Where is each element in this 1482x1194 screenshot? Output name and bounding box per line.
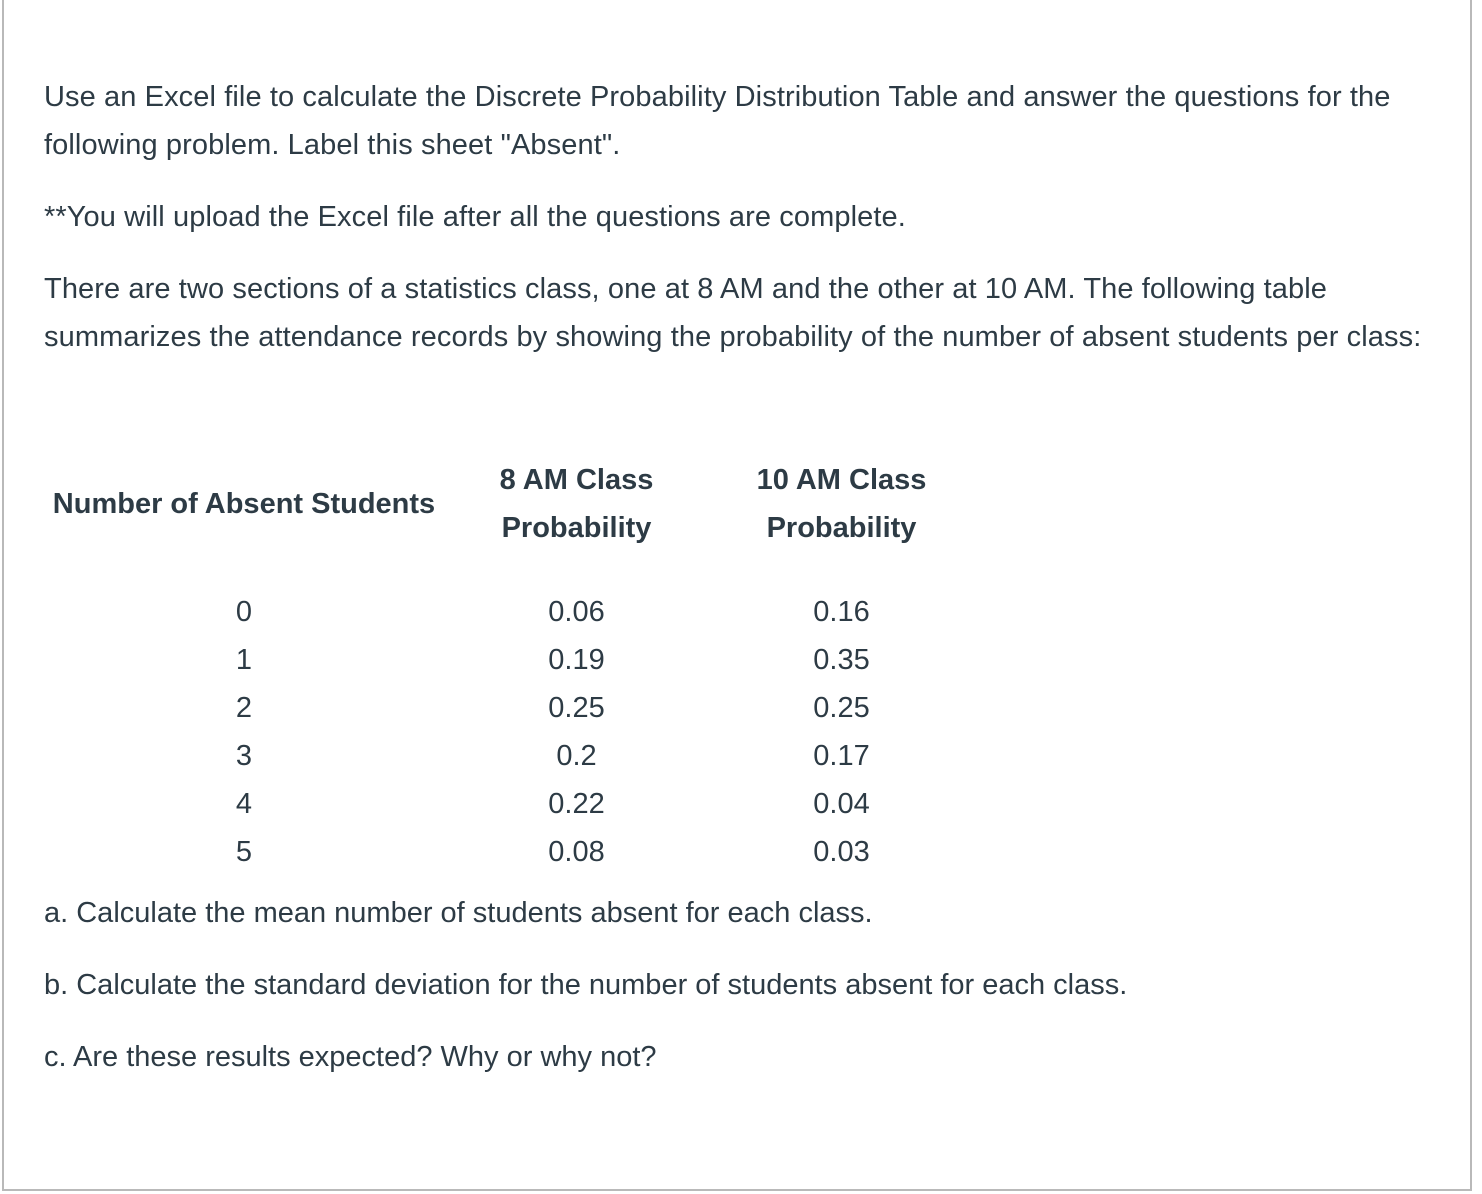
prob-10am-cell: 0.04 [813,788,870,820]
header-10am-line2: Probability [766,512,917,544]
absent-count-cell: 3 [235,740,253,772]
instructions-paragraph: Use an Excel file to calculate the Discrete Probability Distribution Table and answer the questions for the following problem. Label this sheet "Absent". [44,81,1391,161]
table-header-row [44,456,974,552]
header-8am-line2: Probability [501,512,652,544]
header-8am-probability [444,456,709,552]
table-row [44,732,974,780]
upload-note: **You will upload the Excel file after all the questions are complete. [44,201,906,233]
header-10am-line1: 10 AM Class [756,464,927,496]
question-c: c. Are these results expected? Why or why not? [44,1041,657,1073]
probability-table-container [44,456,974,876]
probability-table [44,456,974,876]
prob-10am-cell: 0.25 [813,692,870,724]
table-row [44,636,974,684]
question-b: b. Calculate the standard deviation for the number of students absent for each class. [44,969,1128,1001]
absent-count-cell: 1 [235,644,253,676]
prob-8am-cell: 0.06 [548,596,605,628]
absent-count-cell: 2 [235,692,253,724]
absent-count-cell: 0 [235,596,253,628]
prob-8am-cell: 0.25 [548,692,605,724]
header-8am-line1: 8 AM Class [499,464,654,496]
question-a: a. Calculate the mean number of students absent for each class. [44,897,873,929]
prob-10am-cell: 0.16 [813,596,870,628]
table-row [44,828,974,876]
problem-description: There are two sections of a statistics class, one at 8 AM and the other at 10 AM. The following table summarizes the attendance records by showing the probability of the number of absent students per class: [44,273,1422,353]
absent-count-cell: 5 [235,836,253,868]
absent-count-cell: 4 [235,788,253,820]
problem-text [44,73,1424,385]
prob-8am-cell: 0.08 [548,836,605,868]
table-row [44,780,974,828]
header-absent-students: Number of Absent Students [52,488,436,520]
prob-10am-cell: 0.17 [813,740,870,772]
prob-10am-cell: 0.03 [813,836,870,868]
table-row [44,684,974,732]
prob-10am-cell: 0.35 [813,644,870,676]
table-row [44,588,974,636]
prob-8am-cell: 0.22 [548,788,605,820]
prob-8am-cell: 0.19 [548,644,605,676]
questions-list [44,889,1127,1105]
prob-8am-cell: 0.2 [556,740,597,772]
header-10am-probability [709,456,974,552]
